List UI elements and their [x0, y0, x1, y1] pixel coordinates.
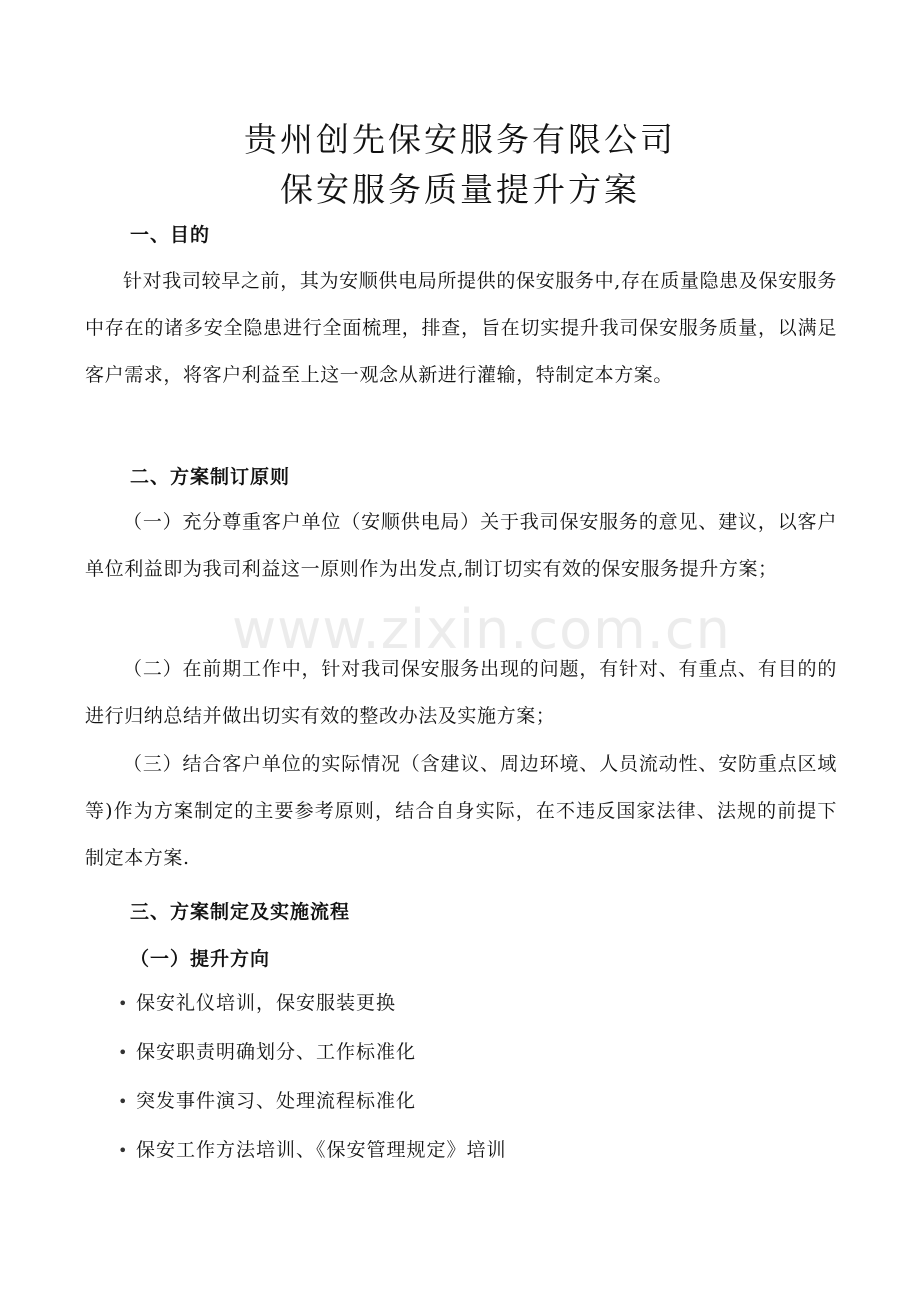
list-item: • 保安礼仪培训，保安服装更换: [118, 985, 507, 1034]
bullet-dot-icon: •: [118, 1092, 129, 1111]
list-item: • 突发事件演习、处理流程标准化: [118, 1083, 507, 1132]
document-title-plan: 保安服务质量提升方案: [280, 170, 640, 209]
section-heading-principles: 二、方案制订原则: [130, 466, 291, 488]
subsection-heading-direction: （一）提升方向: [130, 948, 271, 970]
section-heading-purpose: 一、目的: [130, 224, 211, 246]
improvement-list: [118, 985, 507, 1181]
bullet-dot-icon: •: [118, 994, 129, 1013]
bullet-dot-icon: •: [118, 1043, 129, 1062]
watermark-text: www.zixin.com.cn: [232, 598, 731, 661]
document-title-company: 贵州创先保安服务有限公司: [244, 120, 676, 159]
list-item: • 保安职责明确划分、工作标准化: [118, 1034, 507, 1083]
paragraph-principle-3: （三）结合客户单位的实际情况（含建议、周边环境、人员流动性、安防重点区域等)作为方案制定的主要参考原则，结合自身实际，在不违反国家法律、法规的前提下制定本方案.: [85, 753, 837, 869]
paragraph-principle-2: （二）在前期工作中，针对我司保安服务出现的问题，有针对、有重点、有目的的进行归纳总结并做出切实有效的整改办法及实施方案；: [85, 658, 837, 727]
list-item: • 保安工作方法培训、《保安管理规定》培训: [118, 1132, 507, 1181]
section-heading-process: 三、方案制定及实施流程: [130, 901, 351, 923]
paragraph-principle-1: （一）充分尊重客户单位（安顺供电局）关于我司保安服务的意见、建议，以客户单位利益即为我司利益这一原则作为出发点,制订切实有效的保安服务提升方案；: [85, 511, 837, 580]
paragraph-purpose: 针对我司较早之前，其为安顺供电局所提供的保安服务中,存在质量隐患及保安服务中存在的诸多安全隐患进行全面梳理，排查，旨在切实提升我司保安服务质量，以满足客户需求，将客户利益至上这一观念从新进行灌输，特制定本方案。: [85, 270, 837, 386]
bullet-dot-icon: •: [118, 1141, 129, 1160]
